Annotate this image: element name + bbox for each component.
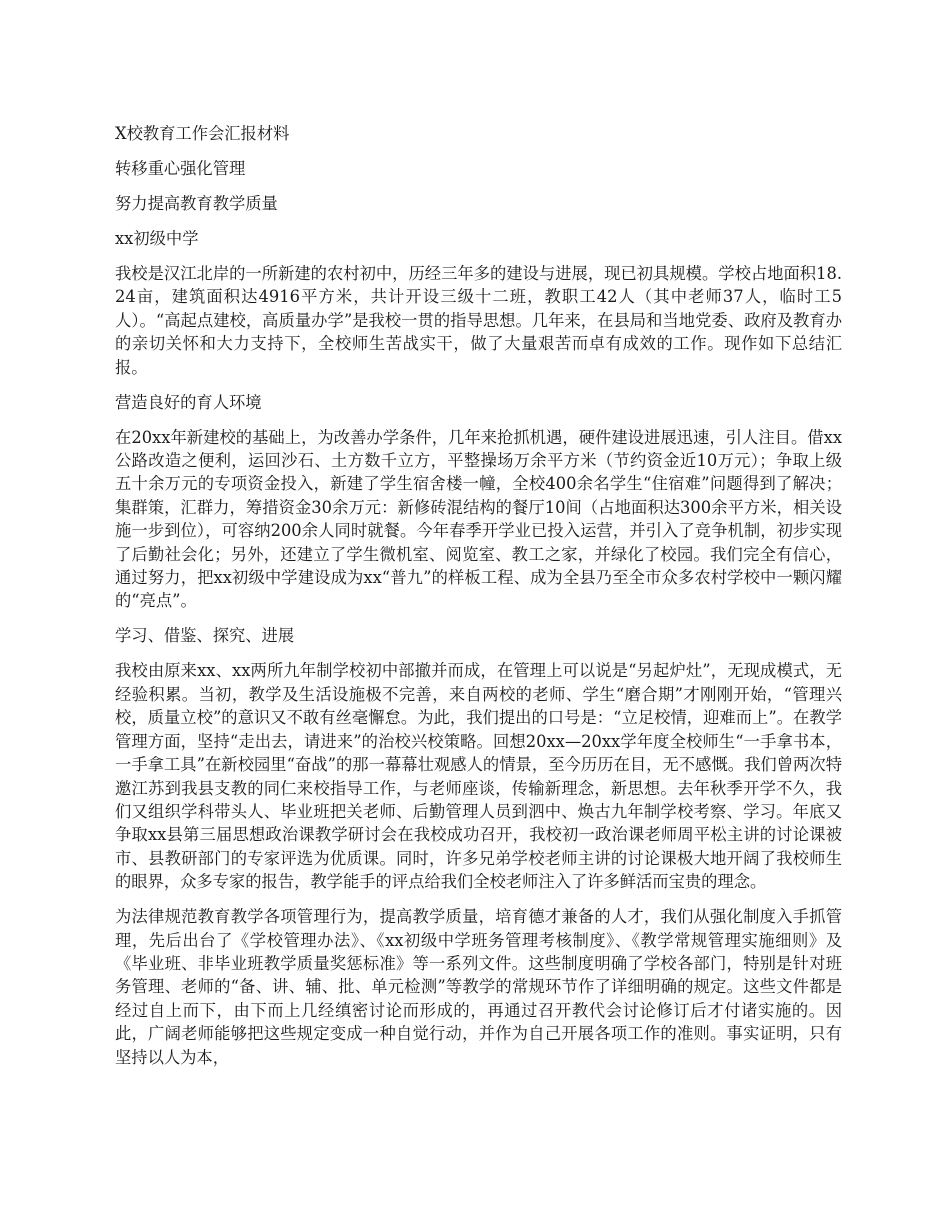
section-heading-environment: 营造良好的育人环境 — [115, 392, 262, 412]
document-body — [115, 122, 842, 1081]
paragraph-learning: 我校由原来xx、xx两所九年制学校初中部撤并而成，在管理上可以说是“另起炉灶”，无现成模式，无经验积累。当初，教学及生活设施极不完善，来自两校的老师、学生“磨合期”才刚刚开始，“管理兴校，质量立校”的意识又不敢有丝毫懈怠。为此，我们提出的口号是：“立足校情，迎难而上”。在教学管理方面，坚持“走出去，请进来”的治校兴校策略。回想20xx—20xx学年度全校师生“一手拿书本，一手拿工具”在新校园里“奋战”的那一幕幕壮观感人的情景，至今历历在目，无不感慨。我们曾两次特邀江苏到我县支教的同仁来校指导工作，与老师座谈，传输新理念，新思想。去年秋季开学不久，我们又组织学科带头人、毕业班把关老师、后勤管理人员到泗中、焕古九年制学校考察、学习。年底又争取xx县第三届思想政治课教学研讨会在我校成功召开，我校初一政治课老师周平松主讲的讨论课被市、县教研部门的专家评选为优质课。同时，许多兄弟学校老师主讲的讨论课极大地开阔了我校师生的眼界，众多专家的报告，教学能手的评点给我们全校老师注入了许多鲜活而宝贵的理念。 — [115, 661, 842, 892]
document-subtitle: 转移重心强化管理 — [115, 159, 246, 178]
section-heading-learning: 学习、借鉴、探究、进展 — [115, 626, 295, 646]
paragraph-intro: 我校是汉江北岸的一所新建的农村初中，历经三年多的建设与进展，现已初具规模。学校占地面积18.24亩，建筑面积达4916平方米，共计开设三级十二班，教职工42人（其中老师37人，临时工5人）。“高起点建校，高质量办学”是我校一贯的指导思想。几年来，在县局和当地党委、政府及教育办的亲切关怀和大力支持下，全校师生苦战实干，做了大量艰苦而卓有成效的工作。现作如下总结汇报。 — [115, 264, 842, 377]
school-name: xx初级中学 — [115, 229, 199, 248]
document-subtitle: 努力提高教育教学质量 — [115, 194, 278, 213]
paragraph-environment: 在20xx年新建校的基础上，为改善办学条件，几年来抢抓机遇，硬件建设进展迅速，引人注目。借xx公路改造之便利，运回沙石、土方数千立方，平整操场万余平方米（节约资金近10万元）；争取上级五十余万元的专项资金投入，新建了学生宿舍楼一幢，全校400余名学生“住宿难”问题得到了解决；集群策，汇群力，筹措资金30余万元：新修砖混结构的餐厅10间（占地面积达300余平方米，相关设施一步到位），可容纳200余人同时就餐。今年春季开学业已投入运营，并引入了竞争机制，初步实现了后勤社会化；另外，还建立了学生微机室、阅览室、教工之家，并绿化了校园。我们完全有信心，通过努力，把xx初级中学建设成为xx“普九”的样板工程、成为全县乃至全市众多农村学校中一颗闪耀的“亮点”。 — [115, 427, 842, 611]
document-title: X校教育工作会汇报材料 — [115, 124, 290, 143]
paragraph-management: 为法律规范教育教学各项管理行为，提高教学质量，培育德才兼备的人才，我们从强化制度入手抓管理，先后出台了《学校管理办法》、《xx初级中学班务管理考核制度》、《教学常规管理实施细则》及《毕业班、非毕业班教学质量奖惩标准》等一系列文件。这些制度明确了学校各部门，特别是针对班务管理、老师的“备、讲、辅、批、单元检测”等教学的常规环节作了详细明确的规定。这些文件都是经过自上而下，由下而上几经缜密讨论而形成的，再通过召开教代会讨论修订后才付诸实施的。因此，广阔老师能够把这些规定变成一种自觉行动，并作为自己开展各项工作的准则。事实证明，只有坚持以人为本， — [115, 907, 842, 1067]
